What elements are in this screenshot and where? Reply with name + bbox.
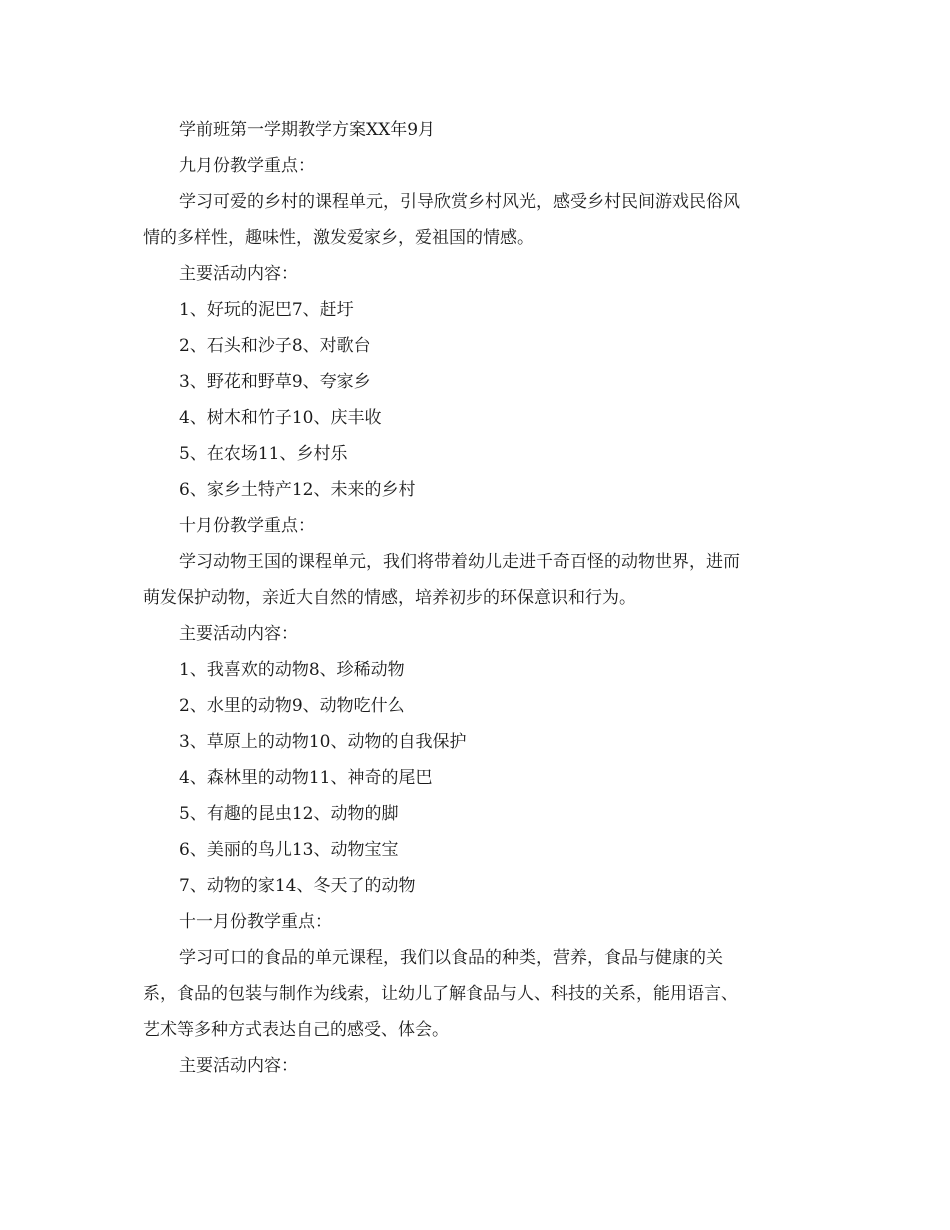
paragraph-line: 系，食品的包装与制作为线索，让幼儿了解食品与人、科技的关系，能用语言、 <box>143 984 738 1004</box>
activity-item: 2、石头和沙子8、对歌台 <box>179 336 371 356</box>
activity-item: 7、动物的家14、冬天了的动物 <box>179 876 416 896</box>
section-paragraph-november <box>143 940 805 1048</box>
paragraph-line: 学习可口的食品的单元课程，我们以食品的种类，营养，食品与健康的关 <box>179 948 723 968</box>
activity-item: 1、我喜欢的动物8、珍稀动物 <box>179 660 405 680</box>
section-heading-november: 十一月份教学重点： <box>179 912 332 932</box>
section-paragraph-october <box>143 544 805 616</box>
activity-item: 4、森林里的动物11、神奇的尾巴 <box>179 768 433 788</box>
activity-item: 6、美丽的鸟儿13、动物宝宝 <box>179 840 399 860</box>
paragraph-line: 学习可爱的乡村的课程单元，引导欣赏乡村风光，感受乡村民间游戏民俗风 <box>179 192 740 212</box>
activity-item: 5、在农场11、乡村乐 <box>179 444 348 464</box>
document-title: 学前班第一学期教学方案XX年9月 <box>179 120 436 140</box>
activity-item: 6、家乡土特产12、未来的乡村 <box>179 480 416 500</box>
activity-item: 1、好玩的泥巴7、赶圩 <box>179 300 354 320</box>
document-body <box>143 112 805 1084</box>
paragraph-line: 情的多样性，趣味性，激发爱家乡，爱祖国的情感。 <box>143 228 534 248</box>
activities-heading-october: 主要活动内容： <box>179 624 298 644</box>
activity-item: 5、有趣的昆虫12、动物的脚 <box>179 804 399 824</box>
section-heading-october: 十月份教学重点： <box>179 516 315 536</box>
paragraph-line: 学习动物王国的课程单元，我们将带着幼儿走进千奇百怪的动物世界，进而 <box>179 552 740 572</box>
activity-item: 4、树木和竹子10、庆丰收 <box>179 408 382 428</box>
activity-item: 2、水里的动物9、动物吃什么 <box>179 696 405 716</box>
activities-heading-september: 主要活动内容： <box>179 264 298 284</box>
activity-item: 3、草原上的动物10、动物的自我保护 <box>179 732 467 752</box>
paragraph-line: 艺术等多种方式表达自己的感受、体会。 <box>143 1020 449 1040</box>
section-heading-september: 九月份教学重点： <box>179 156 315 176</box>
section-paragraph-september <box>143 184 805 256</box>
paragraph-line: 萌发保护动物，亲近大自然的情感，培养初步的环保意识和行为。 <box>143 588 636 608</box>
activities-heading-november: 主要活动内容： <box>179 1056 298 1076</box>
activity-item: 3、野花和野草9、夸家乡 <box>179 372 371 392</box>
